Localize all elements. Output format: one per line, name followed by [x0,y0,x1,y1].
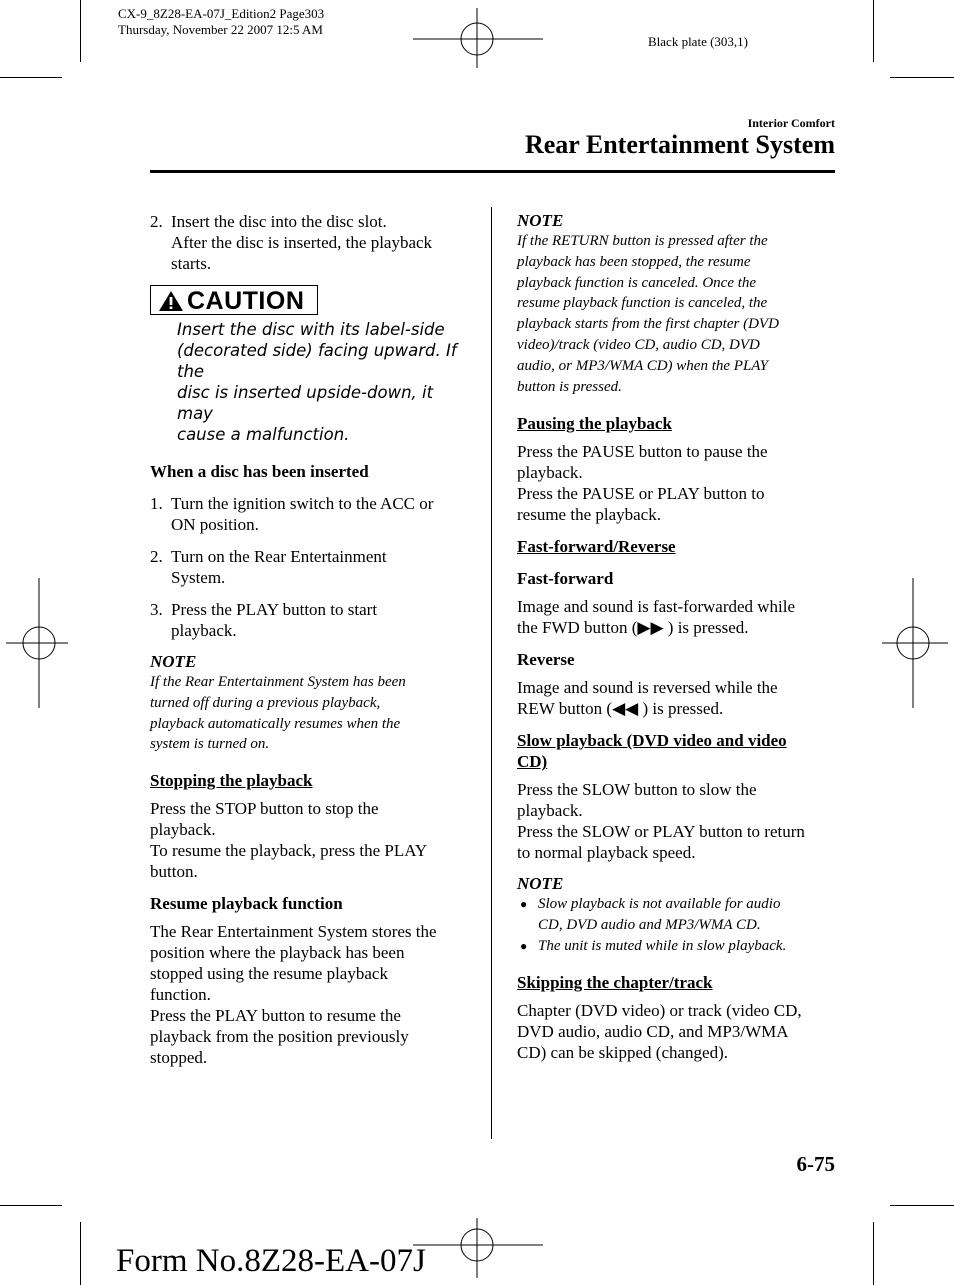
print-header-line1: CX-9_8Z28-EA-07J_Edition2 Page303 [118,6,325,21]
reverse-text: Image and sound is reversed while the REW button (◀◀ ) is pressed. [517,678,778,719]
caution-label: CAUTION [187,287,305,315]
note-heading-right: NOTE [517,211,564,230]
column-divider [491,207,492,1139]
fast-forward-reverse-heading: Fast-forward/Reverse [517,537,676,557]
note-bullets [517,894,842,956]
note-text-right: If the RETURN button is pressed after the playback has been stopped, the resume playback function is canceled. Once the resume playback function is canceled, the playback starts from the first chapter (DVD video)/track (video CD, audio CD, DVD audio, or MP3/WMA CD) when the PLAY button is pressed. [517,233,779,395]
bullet-icon: ● [520,938,528,953]
form-number: Form No.8Z28-EA-07J [116,1243,426,1279]
page-number: 6-75 [796,1152,835,1176]
registration-mark-top [413,8,543,68]
list-item: ● The unit is muted while in slow playback. [517,936,842,957]
section-label: Interior Comfort [747,116,835,130]
warning-icon [158,290,184,312]
caution-text: Insert the disc with its label-side (decorated side) facing upward. If the disc is inserted upside-down, it may cause a malfunction. [177,320,457,444]
reverse-subheading: Reverse [517,650,575,670]
bullet-icon: ● [520,897,528,912]
note-heading: NOTE [150,652,197,671]
registration-mark-bottom [413,1218,543,1278]
print-header-line2: Thursday, November 22 2007 12:5 AM [118,22,323,37]
page-title: Rear Entertainment System [524,130,835,159]
slow-playback-text: Press the SLOW button to slow the playback. Press the SLOW or PLAY button to return to normal playback speed. [517,780,805,863]
right-column [517,210,842,1063]
skipping-text: Chapter (DVD video) or track (video CD, DVD audio, audio CD, and MP3/WMA CD) can be skipped (changed). [517,1000,802,1062]
pausing-heading: Pausing the playback [517,414,672,434]
fast-forward-subheading: Fast-forward [517,569,614,589]
step-1: 1. Turn the ignition switch to the ACC or ON position. [150,494,434,534]
skipping-heading: Skipping the chapter/track [517,972,713,992]
stopping-text: Press the STOP button to stop the playback. To resume the playback, press the PLAY button. [150,799,428,882]
slow-playback-heading: Slow playback (DVD video and video CD) [517,731,787,772]
step-2: 2. Turn on the Rear Entertainment System. [150,547,387,587]
note-heading-slow: NOTE [517,874,564,894]
plate-label: Black plate (303,1) [648,34,748,49]
print-header [118,6,324,38]
fast-forward-text: Image and sound is fast-forwarded while the FWD button (▶▶ ) is pressed. [517,597,796,638]
left-column [150,211,470,1068]
stopping-heading: Stopping the playback [150,771,313,791]
resume-heading: Resume playback function [150,894,343,914]
caution-box [150,285,318,315]
registration-mark-left [6,578,68,708]
registration-mark-right [882,578,948,708]
step-3: 3. Press the PLAY button to start playback. [150,600,378,640]
resume-text: The Rear Entertainment System stores the position where the playback has been stopped using the resume playback function. Press the PLAY button to resume the playback from the position previously stopped. [150,922,437,1068]
inserted-heading: When a disc has been inserted [150,462,369,481]
note-text: If the Rear Entertainment System has been turned off during a previous playback, playback automatically resumes when the system is turned on. [150,674,406,753]
header-rule [150,170,835,173]
step-insert-disc: 2. Insert the disc into the disc slot. After the disc is inserted, the playback starts. [150,212,433,273]
pausing-text: Press the PAUSE button to pause the playback. Press the PAUSE or PLAY button to resume the playback. [517,442,768,525]
list-item: ● Slow playback is not available for audio CD, DVD audio and MP3/WMA CD. [520,896,781,934]
